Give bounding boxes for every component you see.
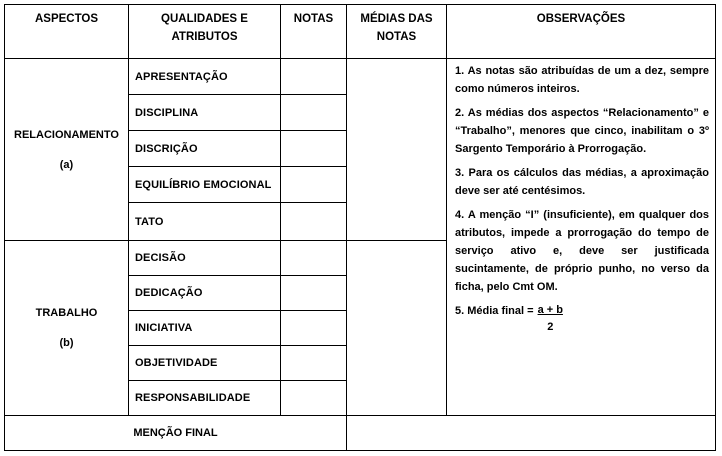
attribute-label: DEDICAÇÃO bbox=[135, 287, 203, 299]
aspect-relacionamento bbox=[4, 58, 129, 241]
formula-denominator: 2 bbox=[547, 321, 554, 333]
nota-cell[interactable] bbox=[280, 202, 347, 241]
final-average-formula bbox=[455, 302, 709, 336]
formula-fraction bbox=[538, 302, 563, 336]
nota-cell[interactable] bbox=[280, 94, 347, 131]
nota-cell[interactable] bbox=[280, 58, 347, 95]
aspect-relacionamento-letter: (a) bbox=[59, 158, 74, 171]
attribute-tato bbox=[128, 202, 281, 241]
formula-label: 5. Média final = bbox=[455, 305, 534, 317]
attribute-decisao bbox=[128, 240, 281, 276]
nota-cell[interactable] bbox=[280, 275, 347, 311]
header-qualidades-line1: QUALIDADES E bbox=[161, 13, 248, 25]
attribute-label: OBJETIVIDADE bbox=[135, 357, 218, 369]
attribute-dedicacao bbox=[128, 275, 281, 311]
aspect-relacionamento-name: RELACIONAMENTO bbox=[14, 128, 119, 141]
attribute-label: DISCRIÇÃO bbox=[135, 142, 198, 155]
media-relacionamento-cell[interactable] bbox=[346, 58, 447, 241]
attribute-label: DECISÃO bbox=[135, 252, 186, 264]
header-qualidades bbox=[128, 4, 281, 59]
header-aspectos-label: ASPECTOS bbox=[34, 13, 99, 25]
observation-4: 4. A menção “I” (insuficiente), em qualquer dos atributos, impede a prorrogação do tempo de serviço ativo e, deve ser justificada sucintamente, de próprio punho, no verso da ficha, pelo Cmt OM. bbox=[455, 209, 709, 293]
attribute-label: DISCIPLINA bbox=[135, 106, 199, 119]
final-mention-value-cell[interactable] bbox=[346, 415, 716, 451]
nota-cell[interactable] bbox=[280, 310, 347, 346]
header-medias-line2: NOTAS bbox=[376, 31, 417, 43]
aspect-trabalho bbox=[4, 240, 129, 416]
header-observacoes-label: OBSERVAÇÕES bbox=[536, 13, 626, 25]
attribute-iniciativa bbox=[128, 310, 281, 346]
formula-numerator: a + b bbox=[537, 304, 563, 316]
observation-2: 2. As médias dos aspectos “Relacionamento” e “Trabalho”, menores que cinco, inabilitam o 3º Sargento Temporário à Prorrogação. bbox=[455, 107, 709, 155]
observation-3: 3. Para os cálculos das médias, a aproximação deve ser até centésimos. bbox=[455, 167, 709, 197]
header-observacoes bbox=[446, 4, 716, 59]
attribute-label: APRESENTAÇÃO bbox=[135, 70, 228, 83]
header-qualidades-line2: ATRIBUTOS bbox=[171, 31, 238, 43]
header-medias bbox=[346, 4, 447, 59]
evaluation-form-table bbox=[5, 5, 717, 452]
header-notas-label: NOTAS bbox=[293, 13, 334, 25]
observation-1: 1. As notas são atribuídas de um a dez, sempre como números inteiros. bbox=[455, 65, 709, 95]
observations-panel bbox=[446, 58, 716, 416]
nota-cell[interactable] bbox=[280, 345, 347, 381]
attribute-label: EQUILÍBRIO EMOCIONAL bbox=[135, 178, 272, 191]
attribute-label: INICIATIVA bbox=[135, 322, 193, 334]
aspect-trabalho-letter: (b) bbox=[59, 337, 74, 349]
attribute-discricao bbox=[128, 130, 281, 167]
attribute-disciplina bbox=[128, 94, 281, 131]
nota-cell[interactable] bbox=[280, 130, 347, 167]
nota-cell[interactable] bbox=[280, 380, 347, 416]
nota-cell[interactable] bbox=[280, 240, 347, 276]
final-mention-label: MENÇÃO FINAL bbox=[133, 427, 218, 439]
attribute-label: TATO bbox=[135, 215, 164, 228]
final-mention-label-cell bbox=[4, 415, 347, 451]
header-aspectos bbox=[4, 4, 129, 59]
attribute-objetividade bbox=[128, 345, 281, 381]
attribute-equilibrio-emocional bbox=[128, 166, 281, 203]
nota-cell[interactable] bbox=[280, 166, 347, 203]
attribute-apresentacao bbox=[128, 58, 281, 95]
header-qualidades-label bbox=[161, 10, 248, 46]
header-medias-line1: MÉDIAS DAS bbox=[360, 13, 433, 25]
attribute-responsabilidade bbox=[128, 380, 281, 416]
header-notas bbox=[280, 4, 347, 59]
aspect-trabalho-name: TRABALHO bbox=[35, 307, 98, 319]
header-medias-label bbox=[360, 10, 432, 46]
media-trabalho-cell[interactable] bbox=[346, 240, 447, 416]
attribute-label: RESPONSABILIDADE bbox=[135, 392, 251, 404]
